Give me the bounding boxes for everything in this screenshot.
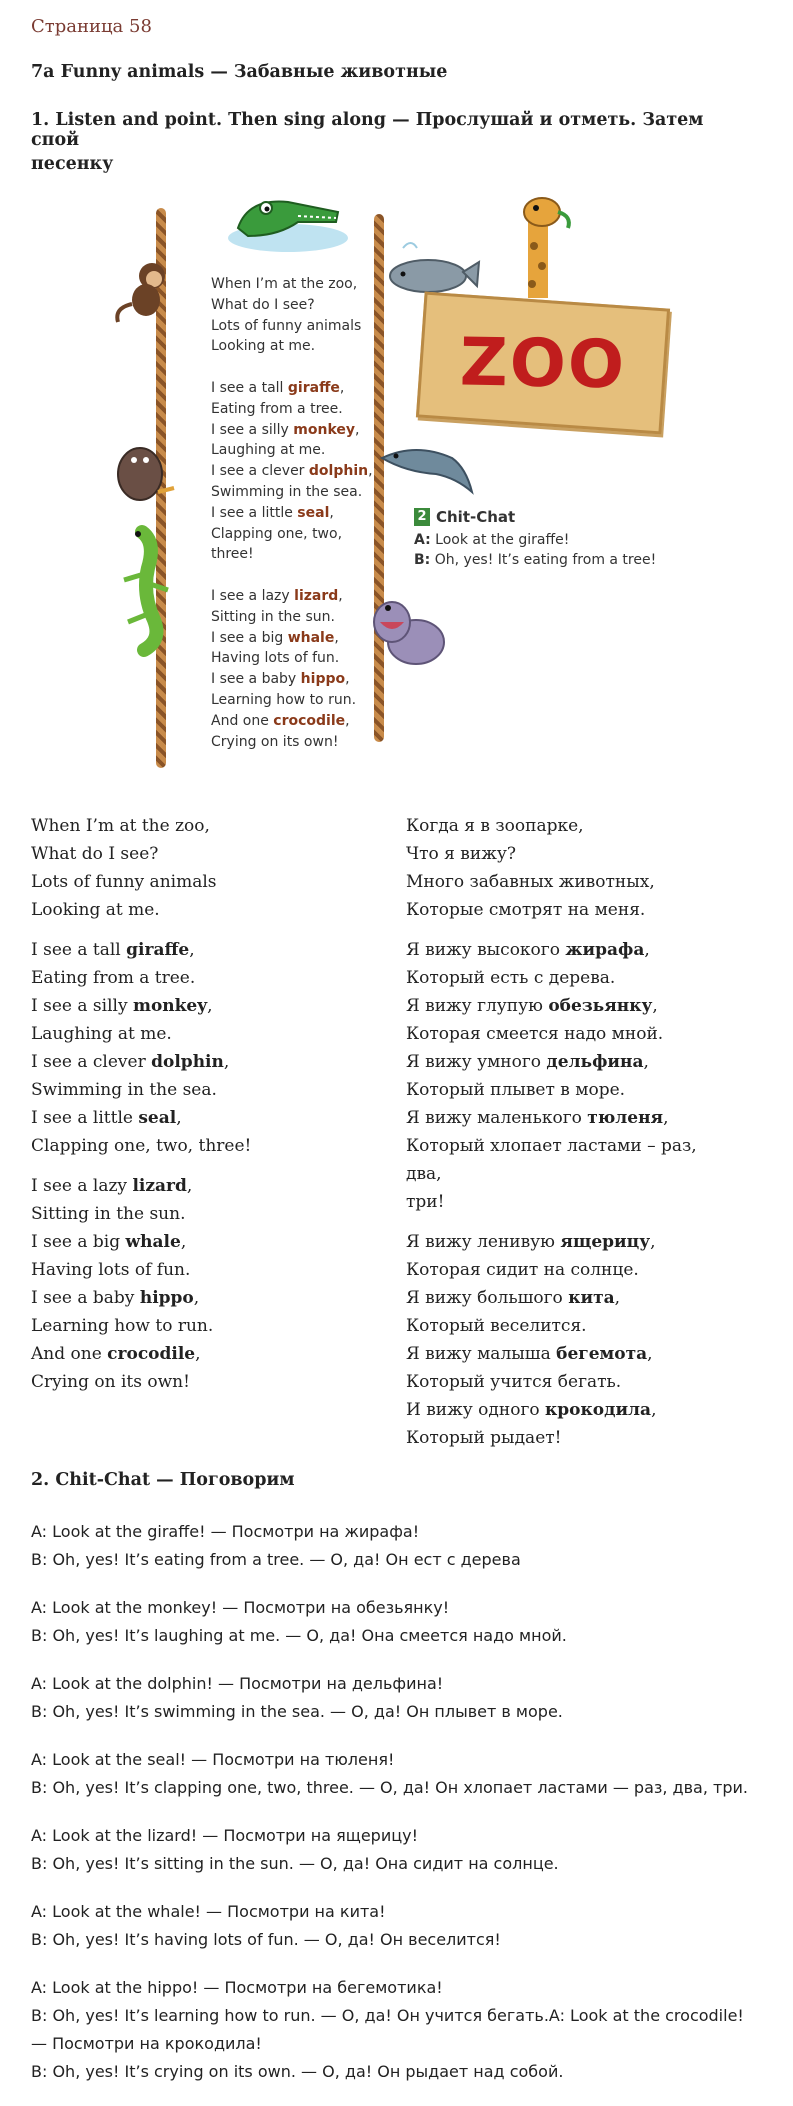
giraffe-picture [508, 188, 578, 298]
dialog [31, 1594, 771, 1650]
poem-line: Я вижу высокого жирафа, [406, 940, 650, 960]
chit-chat-line-b: B: Oh, yes! It’s eating from a tree! [414, 552, 657, 568]
poem-line: Который есть с дерева. [406, 968, 616, 988]
whale-picture [383, 238, 483, 298]
exercise2-title: 2. Chit-Chat — Поговорим [31, 1470, 295, 1490]
illustration-poem-line: I see a big whale, [211, 629, 339, 646]
illustration-poem-line: I see a tall giraffe, [211, 379, 345, 396]
poem-line: I see a little seal, [31, 1108, 182, 1128]
poem-line: Я вижу ленивую ящерицу, [406, 1232, 656, 1252]
poem-line: Eating from a tree. [31, 968, 196, 988]
poem-line: Много забавных животных, [406, 872, 655, 892]
illustration-poem-line: Crying on its own! [211, 733, 339, 750]
dialog-line: A: Look at the lizard! — Посмотри на ящерицу! [31, 1826, 418, 1845]
chit-chat-box [414, 508, 656, 572]
crocodile-picture [218, 188, 348, 258]
poem-line: What do I see? [31, 844, 159, 864]
poem-line: Я вижу большого кита, [406, 1288, 621, 1308]
poem-line: Которая смеется надо мной. [406, 1024, 664, 1044]
poem-english [31, 812, 391, 1408]
exercise1-title-line2: песенку [31, 154, 114, 174]
poem-line: Я вижу малыша бегемота, [406, 1344, 653, 1364]
illustration-poem-line: Laughing at me. [211, 442, 326, 459]
poem-line: And one crocodile, [31, 1344, 201, 1364]
illustration-poem-line: Swimming in the sea. [211, 483, 363, 500]
poem-line: Learning how to run. [31, 1316, 214, 1336]
dialog-line: B: Oh, yes! It’s crying on its own. — О, да! Он рыдает над собой. [31, 2062, 564, 2081]
poem-line: Когда я в зоопарке, [406, 816, 584, 836]
dialog [31, 1670, 771, 1726]
dialog-line: B: Oh, yes! It’s having lots of fun. — О, да! Он веселится! [31, 1930, 501, 1949]
poem-stanza [31, 936, 391, 1160]
exercise1-title [31, 110, 751, 174]
chit-chat-dialogs [31, 1518, 771, 2106]
chit-chat-number: 2 [414, 508, 430, 526]
poem-line: I see a clever dolphin, [31, 1052, 230, 1072]
dialog-line: B: Oh, yes! It’s clapping one, two, three. — О, да! Он хлопает ластами — раз, два, три. [31, 1778, 748, 1797]
dialog [31, 1518, 771, 1574]
illustration-poem-line: I see a silly monkey, [211, 421, 360, 438]
poem-line: I see a lazy lizard, [31, 1176, 193, 1196]
poem-line: Swimming in the sea. [31, 1080, 217, 1100]
poem-stanza [406, 936, 736, 1216]
illustration-poem-line: And one crocodile, [211, 712, 350, 729]
illustration-poem-line: What do I see? [211, 296, 315, 313]
seal-picture [108, 434, 178, 504]
poem-russian [406, 812, 736, 1464]
dialog-line: A: Look at the whale! — Посмотри на кита! [31, 1902, 386, 1921]
poem-line: Having lots of fun. [31, 1260, 191, 1280]
poem-stanza [406, 1228, 736, 1452]
illustration-poem-line: I see a baby hippo, [211, 671, 350, 688]
dialog-line: A: Look at the dolphin! — Посмотри на дельфина! [31, 1674, 444, 1693]
lizard-picture [114, 524, 174, 654]
illustration-poem-line: Learning how to run. [211, 691, 357, 708]
dialog-line: B: Oh, yes! It’s swimming in the sea. — О, да! Он плывет в море. [31, 1702, 563, 1721]
poem-line: I see a silly monkey, [31, 996, 213, 1016]
dialog-line: B: Oh, yes! It’s eating from a tree. — О, да! Он ест с дерева [31, 1550, 521, 1569]
poem-line: Looking at me. [31, 900, 160, 920]
poem-stanza [31, 1172, 391, 1396]
illustration-poem-stanza [211, 586, 373, 752]
illustration-poem-line: I see a clever dolphin, [211, 463, 373, 480]
poem-line: Я вижу маленького тюленя, [406, 1108, 669, 1128]
poem-line: Crying on its own! [31, 1372, 190, 1392]
poem-line: Который учится бегать. [406, 1372, 622, 1392]
chit-chat-title: Chit-Chat [436, 508, 516, 526]
song-illustration [108, 188, 678, 758]
poem-line: I see a baby hippo, [31, 1288, 200, 1308]
dialog-line: A: Look at the giraffe! — Посмотри на жирафа! [31, 1522, 420, 1541]
illustration-poem-line: When I’m at the zoo, [211, 276, 358, 292]
dialog-line: A: Look at the hippo! — Посмотри на бегемотика! [31, 1978, 443, 1997]
poem-line: I see a tall giraffe, [31, 940, 195, 960]
poem-line: Что я вижу? [406, 844, 516, 864]
poem-line: Который рыдает! [406, 1428, 562, 1448]
illustration-poem-stanza [211, 378, 373, 565]
poem-line: И вижу одного крокодила, [406, 1400, 657, 1420]
poem-line: Которые смотрят на меня. [406, 900, 646, 920]
poem-line: Который веселится. [406, 1316, 587, 1336]
dialog-line: B: Oh, yes! It’s learning how to run. — О, да! Он учится бегать.A: Look at the crocodile! [31, 2006, 744, 2025]
poem-line: Lots of funny animals [31, 872, 217, 892]
dolphin-picture [376, 438, 476, 498]
illustration-poem-line: Eating from a tree. [211, 400, 343, 417]
dialog [31, 1746, 771, 1802]
poem-line: Laughing at me. [31, 1024, 172, 1044]
poem-line: Я вижу умного дельфина, [406, 1052, 649, 1072]
illustration-poem-line: Having lots of fun. [211, 650, 340, 667]
illustration-poem-line: Sitting in the sun. [211, 608, 335, 625]
dialog [31, 1974, 771, 2086]
illustration-poem-line: three! [211, 546, 254, 563]
illustration-poem-stanza [211, 274, 373, 357]
illustration-poem-line: I see a little seal, [211, 504, 334, 521]
poem-line: Который плывет в море. [406, 1080, 626, 1100]
poem-line: Clapping one, two, three! [31, 1136, 252, 1156]
poem-line: Я вижу глупую обезьянку, [406, 996, 658, 1016]
illustration-poem-line: Looking at me. [211, 338, 316, 355]
poem-line: Sitting in the sun. [31, 1204, 186, 1224]
dialog-line: A: Look at the monkey! — Посмотри на обезьянку! [31, 1598, 450, 1617]
illustration-poem-line: Lots of funny animals [211, 317, 362, 334]
exercise1-title-line1: 1. Listen and point. Then sing along — Прослушай и отметь. Затем спой [31, 110, 704, 150]
dialog-line: B: Oh, yes! It’s laughing at me. — О, да! Она смеется надо мной. [31, 1626, 567, 1645]
page-label: Страница 58 [31, 16, 152, 37]
hippo-picture [370, 592, 450, 672]
chit-chat-heading [414, 508, 656, 526]
poem-stanza [31, 812, 391, 924]
chit-chat-line-a: A: Look at the giraffe! [414, 532, 570, 548]
dialog [31, 1822, 771, 1878]
dialog-line: — Посмотри на крокодила! [31, 2034, 262, 2053]
dialog [31, 1898, 771, 1954]
poem-line: I see a big whale, [31, 1232, 187, 1252]
zoo-sign [416, 292, 670, 435]
poem-line: Который хлопает ластами – раз, два, [406, 1136, 697, 1184]
poem-stanza [406, 812, 736, 924]
dialog-line: A: Look at the seal! — Посмотри на тюленя! [31, 1750, 395, 1769]
zoo-sign-text: ZOO [459, 323, 627, 404]
poem-line: три! [406, 1192, 445, 1212]
dialog-line: B: Oh, yes! It’s sitting in the sun. — О, да! Она сидит на солнце. [31, 1854, 559, 1873]
poem-line: When I’m at the zoo, [31, 816, 210, 836]
monkey-picture [108, 258, 178, 328]
section-title: 7a Funny animals — Забавные животные [31, 62, 448, 82]
illustration-poem [211, 274, 373, 773]
illustration-poem-line: I see a lazy lizard, [211, 587, 343, 604]
poem-line: Которая сидит на солнце. [406, 1260, 639, 1280]
illustration-poem-line: Clapping one, two, [211, 525, 343, 542]
